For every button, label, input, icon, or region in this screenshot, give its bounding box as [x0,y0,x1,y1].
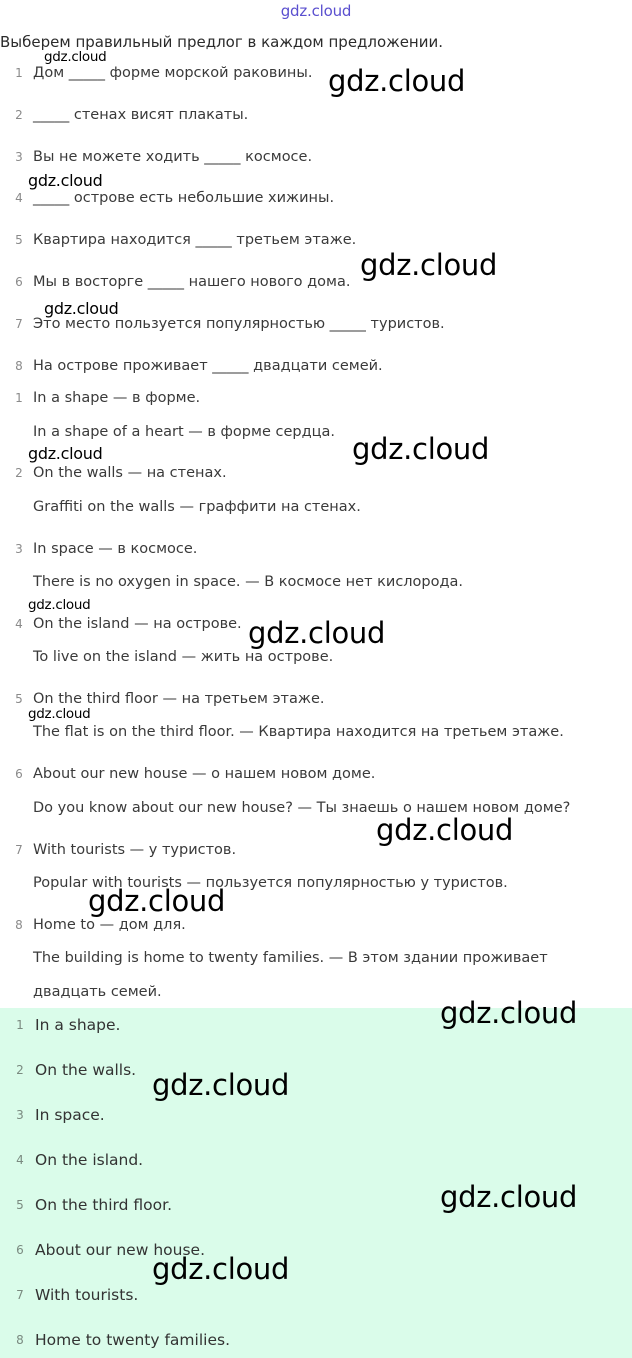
question-number: 3 [15,150,23,164]
explanation-example: In a shape of a heart — в форме сердца. [33,424,335,440]
explanation-phrase: On the island — на острове. [33,616,242,632]
explanation-number: 2 [15,466,23,480]
explanation-phrase: In a shape — в форме. [33,390,201,406]
watermark: gdz.cloud [28,706,91,722]
explanation-example: The flat is on the third floor. — Квартира находится на третьем этаже. [33,724,564,740]
watermark: gdz.cloud [44,299,119,318]
explanation-phrase: About our new house — о нашем новом доме. [33,766,376,782]
explanation-phrase: With tourists — у туристов. [33,842,237,858]
question-number: 4 [15,191,23,205]
answer-number: 6 [16,1243,24,1257]
explanation-example: There is no oxygen in space. — В космосе нет кислорода. [33,574,464,590]
question-text: На острове проживает _____ двадцати семей. [33,358,383,374]
question-number: 2 [15,108,23,122]
explanation-example-continued: двадцать семей. [33,984,162,1000]
task-intro: Выберем правильный предлог в каждом предложении. [0,33,444,51]
watermark: gdz.cloud [328,64,466,98]
watermark: gdz.cloud [360,248,498,282]
question-text: _____ стенах висят плакаты. [33,107,249,123]
answer-text: Home to twenty families. [35,1331,230,1349]
question-number: 8 [15,359,23,373]
explanation-number: 4 [15,617,23,631]
explanation-example: Do you know about our new house? — Ты знаешь о нашем новом доме? [33,800,571,816]
watermark: gdz.cloud [440,1180,578,1214]
watermark: gdz.cloud [376,813,514,847]
answer-number: 8 [16,1333,24,1347]
answer-text: On the third floor. [35,1196,172,1214]
answer-number: 3 [16,1108,24,1122]
watermark: gdz.cloud [88,884,226,918]
explanation-phrase: Home to — дом для. [33,917,186,933]
answer-text: In a shape. [35,1016,121,1034]
question-text: _____ острове есть небольшие хижины. [33,190,335,206]
answer-number: 5 [16,1198,24,1212]
watermark: gdz.cloud [28,597,91,613]
watermark: gdz.cloud [28,444,103,463]
answer-number: 7 [16,1288,24,1302]
explanation-example: Popular with tourists — пользуется популярностью у туристов. [33,875,508,891]
watermark: gdz.cloud [352,432,490,466]
header-watermark: gdz.cloud [280,2,352,20]
watermark: gdz.cloud [28,171,103,190]
explanation-phrase: On the third floor — на третьем этаже. [33,691,325,707]
explanation-example: The building is home to twenty families. — В этом здании проживает [33,950,548,966]
explanation-phrase: On the walls — на стенах. [33,465,227,481]
answer-number: 2 [16,1063,24,1077]
explanation-number: 7 [15,843,23,857]
watermark: gdz.cloud [152,1252,290,1286]
answer-text: About our new house. [35,1241,205,1259]
explanation-example: Graffiti on the walls — граффити на стенах. [33,499,361,515]
question-number: 7 [15,317,23,331]
explanation-number: 8 [15,918,23,932]
question-text: Мы в восторге _____ нашего нового дома. [33,274,351,290]
explanation-number: 1 [15,391,23,405]
question-number: 6 [15,275,23,289]
explanation-number: 6 [15,767,23,781]
watermark: gdz.cloud [440,996,578,1030]
question-text: Вы не можете ходить _____ космосе. [33,149,313,165]
answer-text: With tourists. [35,1286,139,1304]
answer-text: On the walls. [35,1061,137,1079]
question-text: Дом _____ форме морской раковины. [33,65,313,81]
question-text: Квартира находится _____ третьем этаже. [33,232,357,248]
explanation-number: 3 [15,542,23,556]
question-text: Это место пользуется популярностью _____ туристов. [33,316,445,332]
question-number: 5 [15,233,23,247]
answer-text: In space. [35,1106,105,1124]
explanation-number: 5 [15,692,23,706]
watermark: gdz.cloud [152,1068,290,1102]
question-number: 1 [15,66,23,80]
explanation-example: To live on the island — жить на острове. [33,649,334,665]
answer-number: 4 [16,1153,24,1167]
watermark: gdz.cloud [44,49,107,65]
watermark: gdz.cloud [248,616,386,650]
answer-number: 1 [16,1018,24,1032]
explanation-phrase: In space — в космосе. [33,541,198,557]
answer-text: On the island. [35,1151,144,1169]
